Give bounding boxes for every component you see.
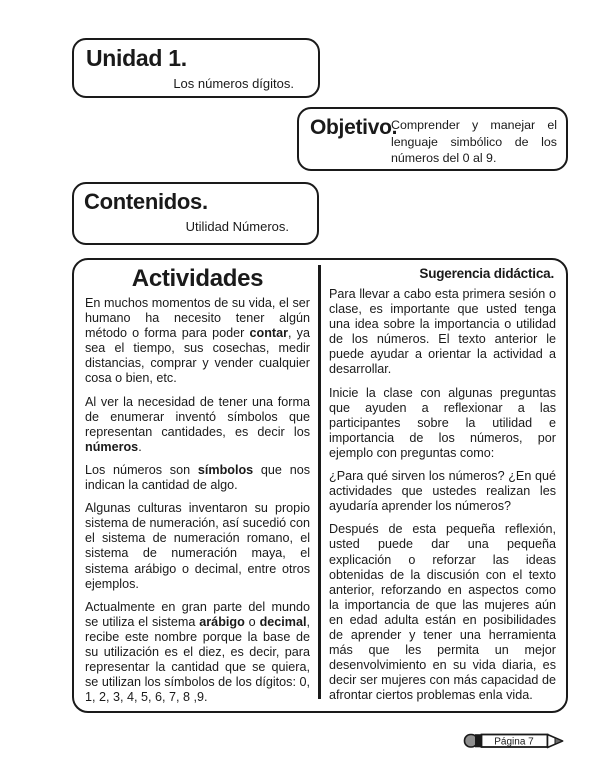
sugerencia-column <box>321 260 566 711</box>
actividades-paragraph: Actualmente en gran parte del mundo se utiliza el sistema arábigo o decimal, recibe este nombre porque la base de su utilización es el diez, es decir, para representar la cantidad que se quiera, se utilizan los símbolos de los dígitos: 0, 1, 2, 3, 4, 5, 6, 7, 8 ,9. <box>85 599 310 705</box>
page-number-label: Página 7 <box>494 736 534 748</box>
sugerencia-paragraph: ¿Para qué sirven los números? ¿En qué actividades que ustedes realizan les ayudaría aprender los números? <box>329 469 556 514</box>
actividades-paragraph: En muchos momentos de su vida, el ser humano ha necesito tener algún método o forma para poder contar, ya sea el tiempo, sus cosechas, medir distancias, comprar y vender cualquier cosa o bien, etc. <box>85 296 310 386</box>
actividades-title: Actividades <box>131 265 264 292</box>
contenidos-title: Contenidos. <box>84 189 208 214</box>
objetivo-title: Objetivo. <box>310 116 398 139</box>
sugerencia-paragraph: Para llevar a cabo esta primera sesión o clase, es importante que usted tenga una idea sobre la importancia o utilidad de los números. El texto anterior le puede ayudar a orientar la actividad a desarrollar. <box>329 287 556 377</box>
pencil-icon <box>463 732 565 750</box>
contenidos-subtitle: Utilidad Números. <box>185 219 289 235</box>
actividades-paragraph: Al ver la necesidad de tener una forma de enumerar inventó símbolos que representan cantidades, es decir los números. <box>85 394 310 454</box>
objetivo-box <box>297 107 568 171</box>
objetivo-text: Comprender y manejar el lenguaje simbólico de los números del 0 al 9. <box>391 118 557 165</box>
actividades-paragraph: Los números son símbolos que nos indican la cantidad de algo. <box>85 462 310 493</box>
unidad-title: Unidad 1. <box>86 45 187 71</box>
sugerencia-paragraph: Inicie la clase con algunas preguntas que ayuden a reflexionar a las participantes sobre la utilidad e importancia de los números, por ejemplo con preguntas como: <box>329 385 556 460</box>
actividades-box <box>72 258 568 713</box>
sugerencia-title: Sugerencia didáctica. <box>419 266 554 281</box>
unidad-box <box>72 38 320 98</box>
sugerencia-paragraph: Después de esta pequeña reflexión, usted puede dar una pequeña explicación o reforzar las ideas obtenidas de la discusión con el texto anterior, reforzando en aspectos como la importancia de que las mujeres aún en edad adulta están en posibilidades de aprender y tener una herramienta más que les permita un mejor desenvolvimiento en su vida diaria, es decir ser mujeres con más capacidad de afrontar ciertos problemas enla vida. <box>329 522 556 703</box>
actividades-paragraph: Algunas culturas inventaron su propio sistema de numeración, así sucedió con el sistema de numeración romano, el sistema de numeración maya, el sistema arábigo o decimal, entre otros ejemplos. <box>85 501 310 591</box>
page-marker <box>463 732 565 750</box>
contenidos-box <box>72 182 319 245</box>
actividades-column <box>74 260 318 711</box>
unidad-subtitle: Los números dígitos. <box>173 76 294 92</box>
